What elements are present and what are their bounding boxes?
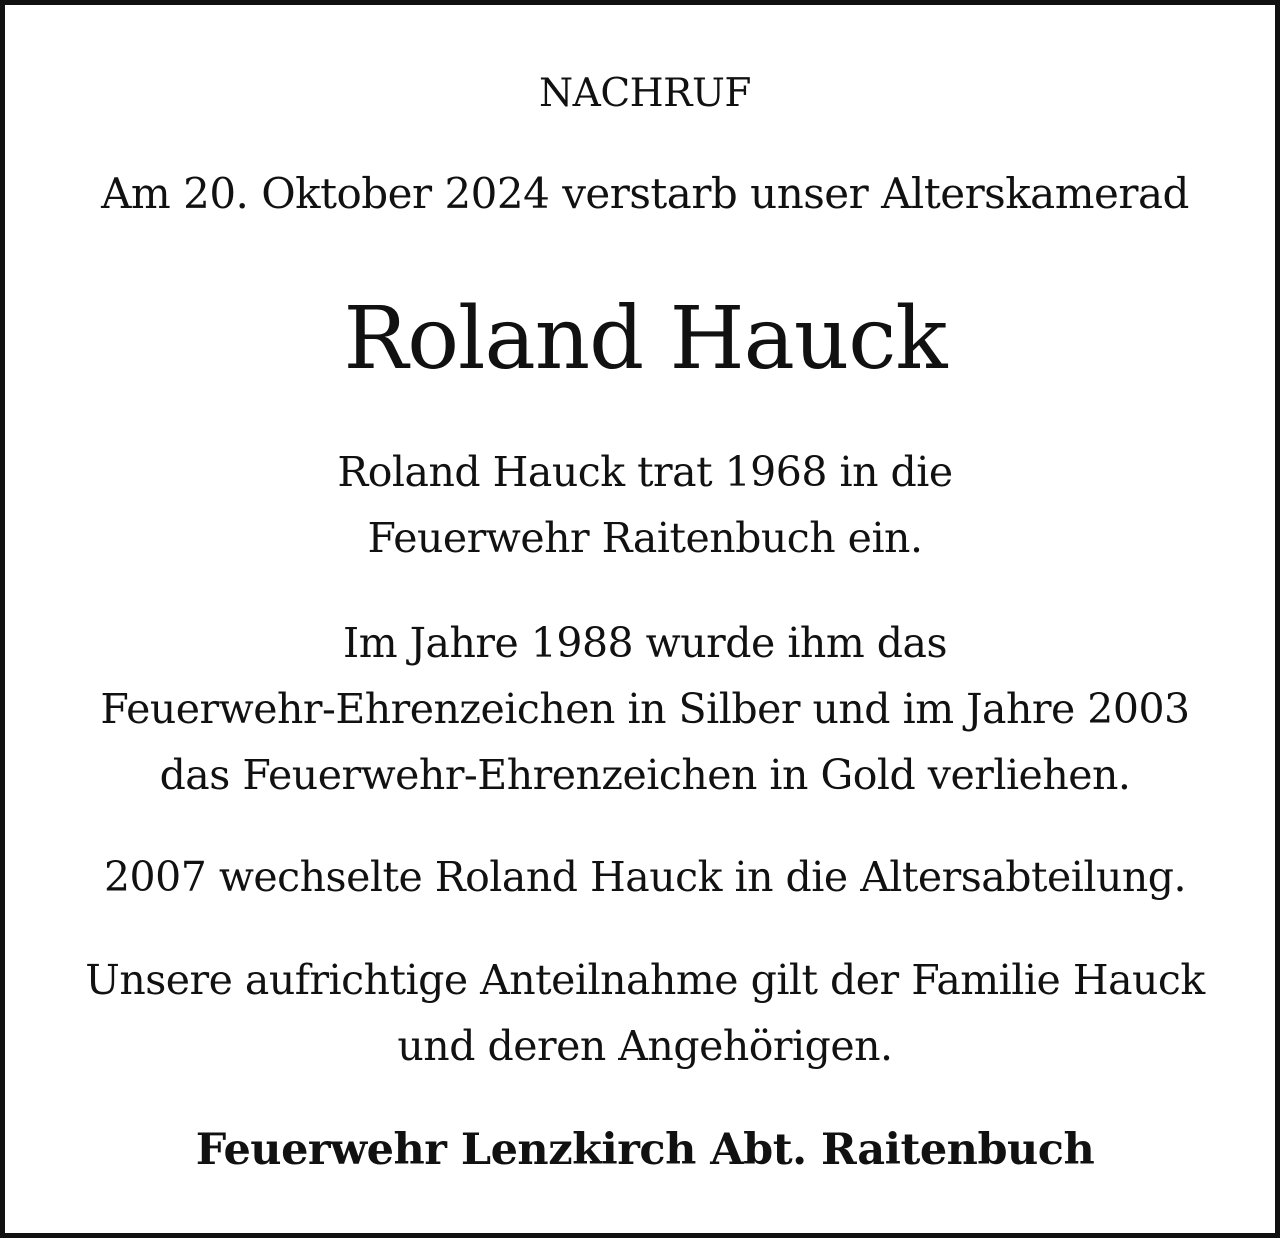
signature: Feuerwehr Lenzkirch Abt. Raitenbuch: [195, 1125, 1095, 1175]
deceased-name: Roland Hauck: [343, 289, 947, 389]
paragraph-honors-line-2: Feuerwehr-Ehrenzeichen in Silber und im Jahre 2003: [100, 685, 1190, 733]
paragraph-joining-line-2: Feuerwehr Raitenbuch ein.: [367, 514, 923, 562]
paragraph-retirement-line: 2007 wechselte Roland Hauck in die Altersabteilung.: [103, 853, 1187, 901]
paragraph-condolence-line-1: Unsere aufrichtige Anteilnahme gilt der Familie Hauck: [85, 956, 1205, 1004]
paragraph-condolence-line-2: und deren Angehörigen.: [397, 1022, 893, 1070]
paragraph-honors-line-3: das Feuerwehr-Ehrenzeichen in Gold verliehen.: [159, 751, 1131, 799]
paragraph-joining-line-1: Roland Hauck trat 1968 in die: [337, 448, 953, 496]
paragraph-honors-line-1: Im Jahre 1988 wurde ihm das: [343, 619, 947, 667]
intro-line: Am 20. Oktober 2024 verstarb unser Alterskamerad: [101, 169, 1189, 218]
notice-heading: NACHRUF: [539, 71, 751, 116]
